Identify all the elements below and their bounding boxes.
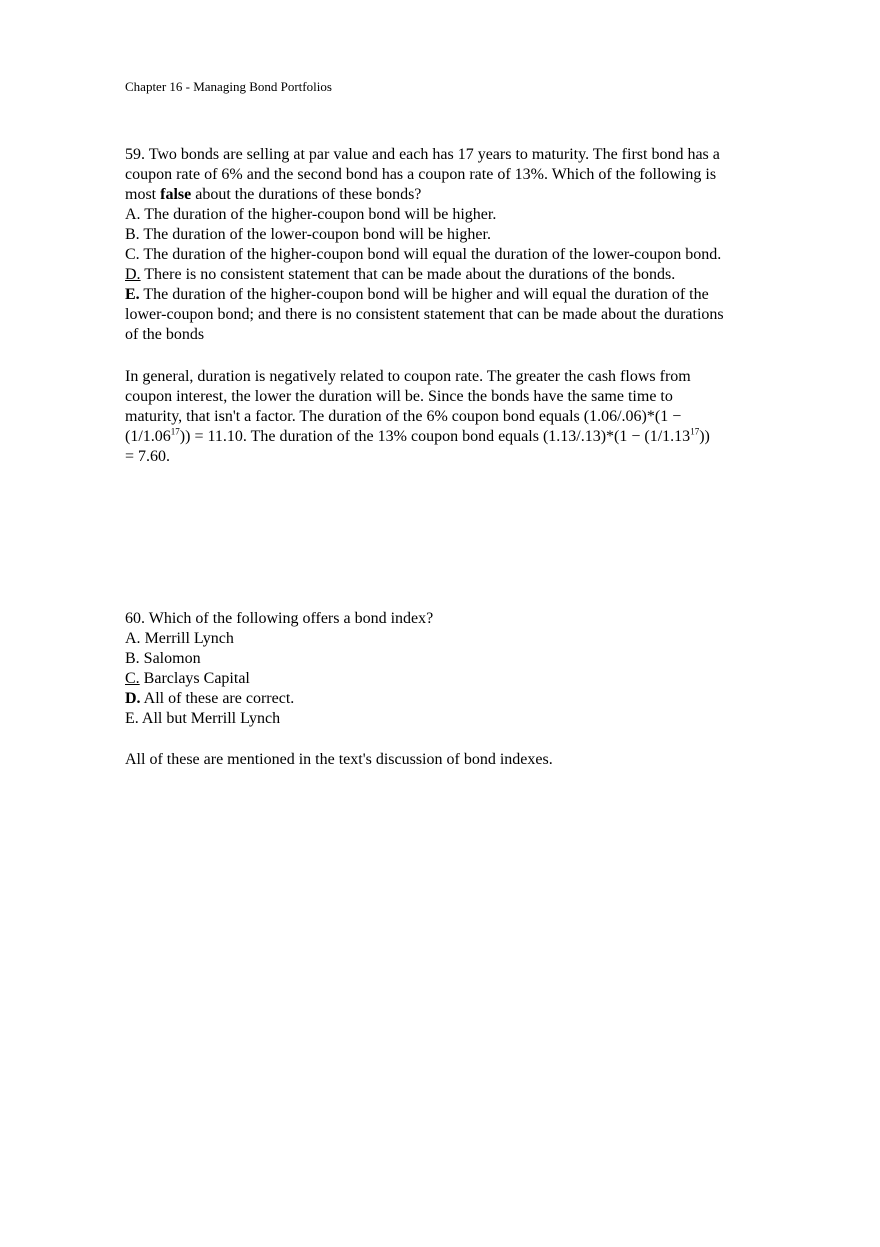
q59-option-e xyxy=(125,285,805,305)
exp59-exponent-1: 17 xyxy=(170,426,180,437)
explanation-60 xyxy=(125,750,805,770)
q59-option-letter: C. xyxy=(125,246,140,263)
q59-option-e-line-3: of the bonds xyxy=(125,326,205,343)
q60-option-text: Barclays Capital xyxy=(139,670,250,687)
q60-option-letter-correct: D. xyxy=(125,690,141,707)
question-59 xyxy=(125,145,805,345)
q59-option-d xyxy=(125,265,805,285)
q59-option-text: The duration of the higher-coupon bond will be higher. xyxy=(140,206,497,223)
q59-option-e-line-2: lower-coupon bond; and there is no consistent statement that can be made about the durations xyxy=(125,306,724,323)
exp59-formula-b: )) = 11.10. The duration of the 13% coupon bond equals (1.13/.13)*(1 − (1/1.13 xyxy=(179,428,691,445)
question-60 xyxy=(125,609,805,729)
exp59-line-3: maturity, that isn't a factor. The duration of the 6% coupon bond equals (1.06/.06)*(1 − xyxy=(125,408,682,425)
q59-option-text: The duration of the higher-coupon bond will equal the duration of the lower-coupon bond. xyxy=(139,246,722,263)
q60-stem: 60. Which of the following offers a bond index? xyxy=(125,610,434,627)
q59-stem-line-3 xyxy=(125,185,805,205)
q60-option-a xyxy=(125,629,805,649)
q60-option-text: Merrill Lynch xyxy=(140,630,234,647)
q60-option-letter-underlined: C. xyxy=(125,670,140,687)
q59-option-letter: A. xyxy=(125,206,141,223)
q60-option-b xyxy=(125,649,805,669)
q59-option-b xyxy=(125,225,805,245)
q59-option-a xyxy=(125,205,805,225)
q59-option-letter-underlined: D. xyxy=(125,266,141,283)
q59-stem-line-2: coupon rate of 6% and the second bond has a coupon rate of 13%. Which of the following is xyxy=(125,166,717,183)
q59-option-letter-correct: E. xyxy=(125,286,140,303)
q60-option-text: Salomon xyxy=(139,650,201,667)
exp60-text: All of these are mentioned in the text's discussion of bond indexes. xyxy=(125,751,553,768)
chapter-header: Chapter 16 - Managing Bond Portfolios xyxy=(125,79,332,94)
q60-option-text: All of these are correct. xyxy=(140,690,295,707)
q60-option-letter: A. xyxy=(125,630,141,647)
q60-option-d xyxy=(125,689,805,709)
q59-option-text: The duration of the higher-coupon bond will be higher and will equal the duration of the xyxy=(139,286,709,303)
exp59-formula-c: )) xyxy=(699,428,710,445)
q60-option-text: All but Merrill Lynch xyxy=(138,710,281,727)
exp59-line-5: = 7.60. xyxy=(125,448,171,465)
exp59-line-2: coupon interest, the lower the duration will be. Since the bonds have the same time to xyxy=(125,388,673,405)
q59-option-text: The duration of the lower-coupon bond will be higher. xyxy=(139,226,491,243)
exp59-formula-a: (1/1.06 xyxy=(125,428,171,445)
q59-stem-post: about the durations of these bonds? xyxy=(191,186,422,203)
q59-stem-line-1: 59. Two bonds are selling at par value and each has 17 years to maturity. The first bond has a xyxy=(125,146,720,163)
q59-option-c xyxy=(125,245,805,265)
exp59-line-4 xyxy=(125,427,805,447)
q59-option-letter: B. xyxy=(125,226,140,243)
q59-option-text: There is no consistent statement that can be made about the durations of the bonds. xyxy=(140,266,676,283)
explanation-59 xyxy=(125,367,805,467)
exp59-line-1: In general, duration is negatively related to coupon rate. The greater the cash flows from xyxy=(125,368,691,385)
q59-stem-pre: most xyxy=(125,186,161,203)
q59-stem-bold-false: false xyxy=(160,186,192,203)
q60-option-letter: E. xyxy=(125,710,139,727)
q60-option-c xyxy=(125,669,805,689)
q60-option-e xyxy=(125,709,805,729)
q60-option-letter: B. xyxy=(125,650,140,667)
exp59-exponent-2: 17 xyxy=(690,426,700,437)
